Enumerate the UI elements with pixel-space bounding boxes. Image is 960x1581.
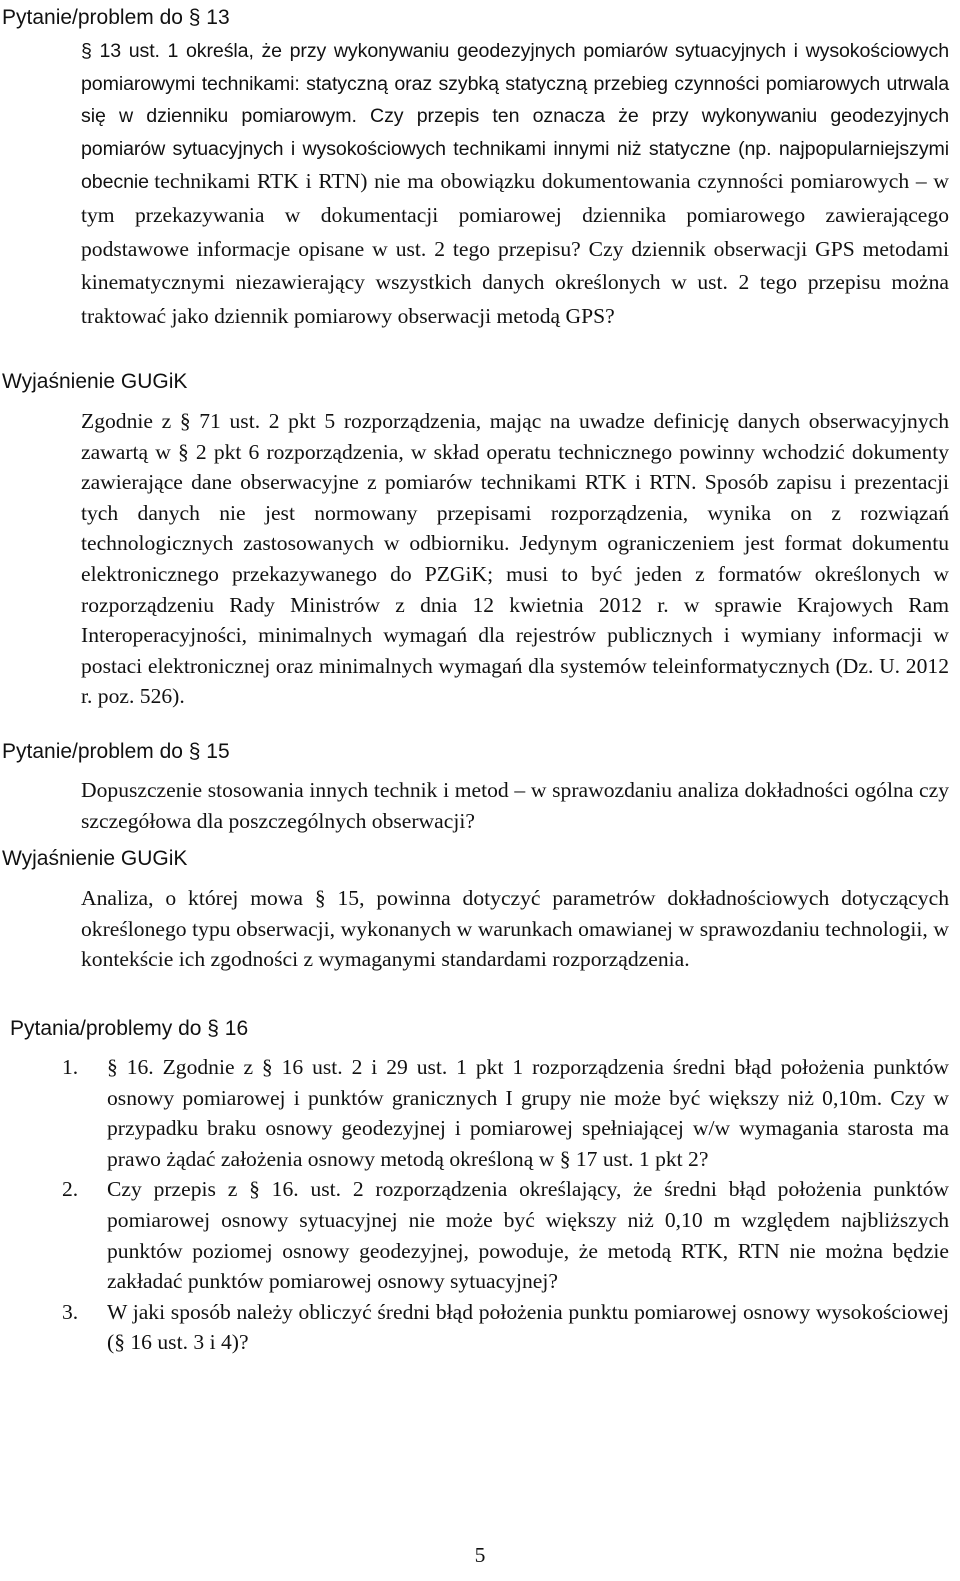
list-item-number: 1.	[62, 1055, 79, 1079]
section-heading-q16: Pytania/problemy do § 16	[10, 1017, 249, 1040]
list-item-text: W jaki sposób należy obliczyć średni błąd położenia punktu pomiarowej osnowy wysokościowej (§ 16 ust. 3 i 4)?	[107, 1299, 949, 1355]
section-heading-q15: Pytanie/problem do § 15	[2, 740, 230, 763]
question-15-text: Dopuszczenie stosowania innych technik i metod – w sprawozdaniu analiza dokładności ogólna czy szczegółowa dla poszczególnych obserwacji?	[81, 778, 949, 833]
question-13-text	[81, 36, 949, 334]
list-item-number: 3.	[62, 1299, 79, 1324]
list-item	[62, 1174, 949, 1296]
question-13-text-part-2: technikami RTK i RTN) nie ma obowiązku dokumentowania czynności pomiarowych – w tym przekazywania w dokumentacji pomiarowej dziennika pomiarowego zawierającego podstawowe informacje opisane w ust. 2 tego przepisu? Czy dziennik obserwacji GPS metodami kinematycznymi niezawierający wszystkich danych określonych w ust. 2 tego przepisu można traktować jako dziennik pomiarowy obserwacji metodą GPS?	[81, 169, 949, 328]
question-16-list	[62, 1052, 949, 1358]
page-number: 5	[474, 1543, 486, 1567]
answer-13-text: Zgodnie z § 71 ust. 2 pkt 5 rozporządzenia, mając na uwadze definicję danych obserwacyjnych zawartą w § 2 pkt 6 rozporządzenia, w skład operatu technicznego powinny wchodzić dokumenty zawierające dane obserwacyjne z pomiarów technikami RTK i RTN. Sposób zapisu i prezentacji tych danych nie jest normowany przepisami rozporządzenia, wynika on z rozwiązań technologicznych zastosowanych w odbiorniku. Jedynym ograniczeniem jest format dokumentu elektronicznego przekazywanego do PZGiK; musi to być jeden z formatów określonych w rozporządzeniu Rady Ministrów z dnia 12 kwietnia 2012 r. w sprawie Krajowych Ram Interoperacyjności, minimalnych wymagań dla rejestrów publicznych i wymiany informacji w postaci elektronicznej oraz minimalnych wymagań dla systemów teleinformatycznych (Dz. U. 2012 r. poz. 526).	[81, 409, 949, 709]
list-item-number: 2.	[62, 1177, 79, 1202]
list-item	[62, 1297, 949, 1358]
section-heading-a13: Wyjaśnienie GUGiK	[2, 370, 188, 393]
list-item-text: Czy przepis z § 16. ust. 2 rozporządzenia określający, że średni błąd położenia punktów pomiarowej osnowy sytuacyjnej nie może być większy niż 0,10 m względem najbliższych punktów poziomej osnowy geodezyjnej, powoduje, że metodą RTK, RTN nie można będzie zakładać punktów pomiarowej osnowy sytuacyjnej?	[107, 1177, 949, 1294]
question-13-text-part-1: § 13 ust. 1 określa, że przy wykonywaniu geodezyjnych pomiarów sytuacyjnych i wysokościowych pomiarowymi technikami: statyczną oraz szybką statyczną przebieg czynności pomiarowych utrwala się w dzienniku pomiarowym. Czy przepis ten oznacza że przy wykonywaniu geodezyjnych pomiarów sytuacyjnych i wysokościowych technikami innymi niż statyczne (np. najpopularniejszymi obecnie	[81, 40, 949, 194]
list-item-text: § 16. Zgodnie z § 16 ust. 2 i 29 ust. 1 pkt 1 rozporządzenia średni błąd położenia punktów osnowy pomiarowej i punktów granicznych I grupy nie może być większy niż 0,10m. Czy w przypadku braku osnowy geodezyjnej i pomiarowej spełniającej w/w wymagania starosta ma prawo żądać założenia osnowy metodą określoną w § 17 ust. 1 pkt 2?	[107, 1055, 949, 1171]
section-heading-q13: Pytanie/problem do § 13	[2, 6, 230, 29]
section-heading-a15: Wyjaśnienie GUGiK	[2, 847, 188, 870]
answer-15-text: Analiza, o której mowa § 15, powinna dotyczyć parametrów dokładnościowych dotyczących określonego typu obserwacji, wykonanych w warunkach omawianej w sprawozdaniu technologii, w kontekście ich zgodności z wymaganymi standardami rozporządzenia.	[81, 886, 949, 972]
list-item	[62, 1052, 949, 1174]
